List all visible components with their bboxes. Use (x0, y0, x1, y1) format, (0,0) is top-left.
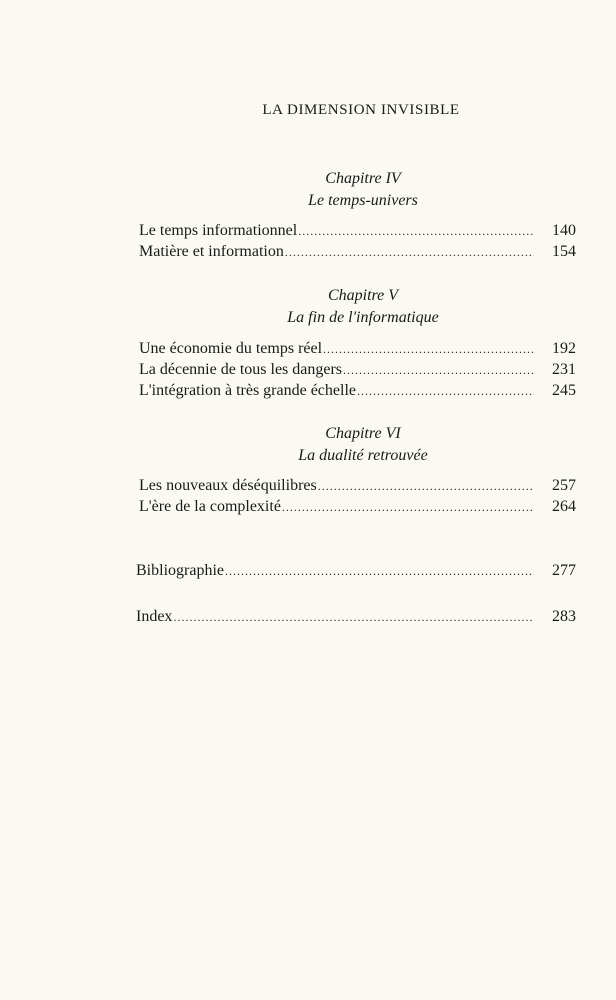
leader-dots (173, 610, 534, 625)
toc-entry-page: 245 (552, 382, 576, 399)
toc-entry-page: 264 (552, 498, 576, 515)
toc-entry-index (136, 608, 576, 630)
chapter-number: Chapitre VI (325, 425, 401, 442)
chapter-heading (0, 168, 616, 212)
toc-entry-page: 277 (552, 562, 576, 579)
leader-dots (318, 479, 534, 494)
toc-entry-page: 192 (552, 340, 576, 357)
chapter-title: La fin de l'informatique (287, 309, 439, 326)
toc-entry-page: 283 (552, 608, 576, 625)
toc-entry-page: 154 (552, 243, 576, 260)
chapter-number: Chapitre IV (325, 170, 401, 187)
chapter-heading (0, 423, 616, 467)
toc-entry-label: La décennie de tous les dangers (139, 361, 343, 378)
chapter-title: La dualité retrouvée (298, 447, 428, 464)
toc-entry-label: L'ère de la complexité (139, 498, 281, 515)
toc-entry (139, 243, 576, 265)
toc-entry (139, 382, 576, 404)
toc-entry-page: 257 (552, 477, 576, 494)
toc-entry (139, 498, 576, 520)
chapter-number: Chapitre V (327, 287, 399, 304)
toc-entry (139, 222, 576, 244)
chapter-heading (0, 285, 616, 329)
leader-dots (357, 384, 534, 399)
toc-entry-bibliography (136, 562, 576, 584)
toc-entry-label: Index (136, 608, 173, 625)
toc-entry-page: 140 (552, 222, 576, 239)
toc-entry-label: Une économie du temps réel (139, 340, 323, 357)
toc-entry-label: Matière et information (139, 243, 284, 260)
toc-entry (139, 340, 576, 362)
running-head: LA DIMENSION INVISIBLE (262, 102, 460, 118)
leader-dots (298, 224, 534, 239)
leader-dots (282, 500, 534, 515)
toc-entry-label: Bibliographie (136, 562, 224, 579)
toc-entry-label: L'intégration à très grande échelle (139, 382, 356, 399)
leader-dots (225, 564, 534, 579)
toc-entry (139, 477, 576, 499)
leader-dots (343, 363, 534, 378)
toc-entry-label: Le temps informationnel (139, 222, 298, 239)
toc-entry-label: Les nouveaux déséquilibres (139, 477, 317, 494)
leader-dots (323, 342, 534, 357)
leader-dots (285, 245, 534, 260)
toc-entry-page: 231 (552, 361, 576, 378)
chapter-title: Le temps-univers (308, 192, 418, 209)
toc-entry (139, 361, 576, 383)
